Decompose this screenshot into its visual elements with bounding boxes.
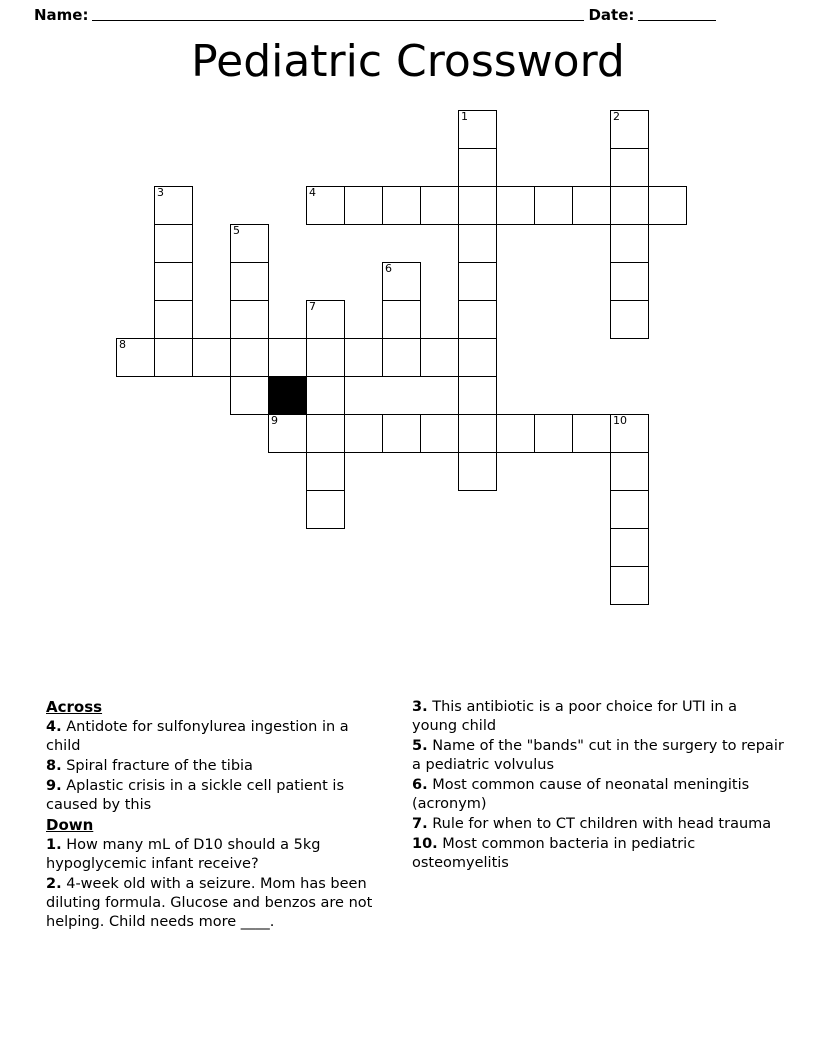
down-heading: Down bbox=[46, 816, 94, 834]
grid-cell[interactable] bbox=[382, 338, 421, 377]
grid-cell[interactable] bbox=[230, 224, 269, 263]
grid-cell[interactable] bbox=[610, 262, 649, 301]
clue-number: 6. bbox=[412, 777, 428, 793]
clue-number: 9. bbox=[46, 778, 62, 794]
clue-item bbox=[46, 875, 386, 932]
grid-cell[interactable] bbox=[382, 262, 421, 301]
grid-cell[interactable] bbox=[610, 110, 649, 149]
clue-item bbox=[46, 757, 386, 776]
clue-number: 2. bbox=[46, 876, 62, 892]
grid-cell[interactable] bbox=[382, 414, 421, 453]
grid-cell-number: 7 bbox=[309, 300, 316, 313]
grid-cell-number: 9 bbox=[271, 414, 278, 427]
grid-cell-number: 1 bbox=[461, 110, 468, 123]
clue-number: 8. bbox=[46, 758, 62, 774]
clue-text: Spiral fracture of the tibia bbox=[61, 758, 253, 774]
grid-cell[interactable] bbox=[154, 300, 193, 339]
grid-cell[interactable] bbox=[382, 186, 421, 225]
clue-item bbox=[46, 836, 386, 874]
grid-cell[interactable] bbox=[610, 300, 649, 339]
grid-cell[interactable] bbox=[268, 414, 307, 453]
clue-number: 5. bbox=[412, 738, 428, 754]
clue-item bbox=[412, 737, 784, 775]
grid-cell[interactable] bbox=[458, 110, 497, 149]
across-clue-list bbox=[46, 718, 386, 815]
grid-cell[interactable] bbox=[306, 338, 345, 377]
grid-cell[interactable] bbox=[534, 186, 573, 225]
grid-cell[interactable] bbox=[154, 262, 193, 301]
clue-text: This antibiotic is a poor choice for UTI in a young child bbox=[412, 699, 738, 734]
date-label: Date: bbox=[588, 6, 635, 24]
clue-number: 10. bbox=[412, 836, 438, 852]
grid-cell[interactable] bbox=[344, 338, 383, 377]
grid-cell[interactable] bbox=[116, 338, 155, 377]
clue-text: How many mL of D10 should a 5kg hypoglycemic infant receive? bbox=[46, 837, 321, 872]
across-heading: Across bbox=[46, 698, 103, 716]
clues-column-right bbox=[412, 698, 784, 874]
grid-cell[interactable] bbox=[306, 452, 345, 491]
grid-cell[interactable] bbox=[192, 338, 231, 377]
grid-cell[interactable] bbox=[610, 566, 649, 605]
grid-cell[interactable] bbox=[230, 300, 269, 339]
down-clue-list-right bbox=[412, 698, 784, 873]
clue-text: Rule for when to CT children with head trauma bbox=[427, 816, 772, 832]
grid-cell[interactable] bbox=[230, 338, 269, 377]
clue-text: Aplastic crisis in a sickle cell patient is caused by this bbox=[46, 778, 344, 813]
grid-cell[interactable] bbox=[496, 414, 535, 453]
grid-cell[interactable] bbox=[420, 186, 459, 225]
grid-cell[interactable] bbox=[610, 224, 649, 263]
grid-cell[interactable] bbox=[382, 300, 421, 339]
grid-cell[interactable] bbox=[230, 262, 269, 301]
grid-cell[interactable] bbox=[610, 452, 649, 491]
name-date-header bbox=[34, 0, 782, 24]
grid-cell[interactable] bbox=[230, 376, 269, 415]
clues-column-left bbox=[46, 698, 386, 933]
name-write-line[interactable] bbox=[92, 20, 584, 21]
grid-cell[interactable] bbox=[496, 186, 535, 225]
clue-item bbox=[412, 835, 784, 873]
grid-cell[interactable] bbox=[534, 414, 573, 453]
grid-cell[interactable] bbox=[458, 414, 497, 453]
clue-text: Name of the "bands" cut in the surgery to repair a pediatric volvulus bbox=[412, 738, 784, 773]
clue-text: Most common bacteria in pediatric osteomyelitis bbox=[412, 836, 696, 871]
grid-cell[interactable] bbox=[458, 262, 497, 301]
grid-cell[interactable] bbox=[458, 338, 497, 377]
grid-cell[interactable] bbox=[344, 186, 383, 225]
grid-cell[interactable] bbox=[268, 338, 307, 377]
clue-item bbox=[46, 718, 386, 756]
clues-section bbox=[46, 698, 784, 958]
grid-cell[interactable] bbox=[154, 338, 193, 377]
clue-text: Antidote for sulfonylurea ingestion in a child bbox=[46, 719, 349, 754]
grid-cell[interactable] bbox=[154, 224, 193, 263]
grid-cell-number: 3 bbox=[157, 186, 164, 199]
crossword-grid[interactable] bbox=[116, 110, 700, 620]
grid-cell[interactable] bbox=[306, 490, 345, 529]
clue-item bbox=[412, 698, 784, 736]
clue-text: 4-week old with a seizure. Mom has been diluting formula. Glucose and benzos are not helping. Child needs more ____. bbox=[46, 876, 373, 930]
grid-cell[interactable] bbox=[458, 376, 497, 415]
grid-cell-number: 6 bbox=[385, 262, 392, 275]
grid-cell[interactable] bbox=[306, 300, 345, 339]
grid-cell[interactable] bbox=[306, 376, 345, 415]
grid-cell[interactable] bbox=[344, 414, 383, 453]
grid-cell[interactable] bbox=[610, 148, 649, 187]
clue-item bbox=[412, 776, 784, 814]
grid-cell[interactable] bbox=[610, 490, 649, 529]
grid-cell[interactable] bbox=[458, 148, 497, 187]
clue-number: 3. bbox=[412, 699, 428, 715]
clue-text: Most common cause of neonatal meningitis (acronym) bbox=[412, 777, 750, 812]
grid-cell-number: 5 bbox=[233, 224, 240, 237]
grid-cell[interactable] bbox=[458, 452, 497, 491]
grid-cell[interactable] bbox=[458, 224, 497, 263]
clue-item bbox=[46, 777, 386, 815]
grid-cell-number: 8 bbox=[119, 338, 126, 351]
grid-cell[interactable] bbox=[154, 186, 193, 225]
grid-cell[interactable] bbox=[572, 186, 611, 225]
grid-cell[interactable] bbox=[610, 528, 649, 567]
grid-cell[interactable] bbox=[610, 414, 649, 453]
clue-number: 1. bbox=[46, 837, 62, 853]
grid-cell-number: 10 bbox=[613, 414, 627, 427]
grid-cell[interactable] bbox=[420, 414, 459, 453]
grid-cell[interactable] bbox=[648, 186, 687, 225]
grid-cell[interactable] bbox=[610, 186, 649, 225]
grid-cell-number: 2 bbox=[613, 110, 620, 123]
name-label: Name: bbox=[34, 6, 89, 24]
date-write-line[interactable] bbox=[638, 20, 716, 21]
down-clue-list-left bbox=[46, 836, 386, 932]
clue-number: 7. bbox=[412, 816, 428, 832]
grid-cell-number: 4 bbox=[309, 186, 316, 199]
grid-cell[interactable] bbox=[458, 186, 497, 225]
grid-cell[interactable] bbox=[572, 414, 611, 453]
grid-cell[interactable] bbox=[458, 300, 497, 339]
grid-cell[interactable] bbox=[306, 414, 345, 453]
grid-cell[interactable] bbox=[420, 338, 459, 377]
clue-item bbox=[412, 815, 784, 834]
grid-cell-blocked bbox=[268, 376, 307, 415]
page-title: Pediatric Crossword bbox=[191, 36, 625, 87]
grid-cell[interactable] bbox=[306, 186, 345, 225]
clue-number: 4. bbox=[46, 719, 62, 735]
